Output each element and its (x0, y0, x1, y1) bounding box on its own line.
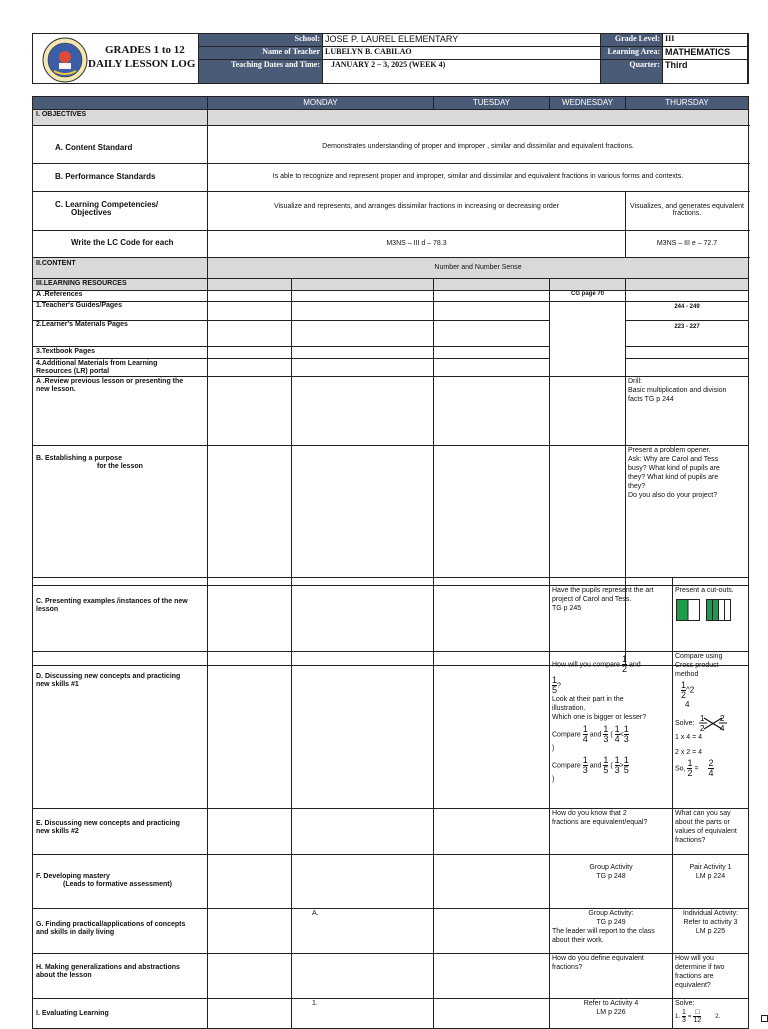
evaluating-thursday: Refer to Activity 4 LM p 226 (550, 999, 673, 1029)
mastery-label: F. Developing mastery (36, 873, 110, 880)
svg-text:2: 2 (700, 724, 705, 733)
teacher-label: Name of Teacher (199, 47, 323, 60)
svg-text:2: 2 (720, 714, 725, 723)
dates-value: JANUARY 2 – 3, 2025 (WEEK 4) (323, 60, 601, 84)
applications-thursday: Group Activity: TG p 249 The leader will report to the class about their work. (550, 909, 673, 954)
generalizations-friday: How will you determine if two fractions are equivalent? (673, 954, 749, 999)
discussing-1-label: D. Discussing new concepts and practicing (36, 673, 181, 680)
generalizations-thursday: How do you define equivalent fractions? (550, 954, 673, 999)
discussing-2-thursday: How do you know that 2 fractions are equivalent/equal? (550, 809, 673, 855)
area-label: Learning Area: (601, 47, 663, 60)
cutout-half-figure (676, 599, 700, 621)
lm-label: 2.Learner's Materials Pages (33, 321, 208, 347)
title-line2: DAILY LESSON LOG (88, 58, 196, 70)
grade-label: Grade Level: (601, 34, 663, 47)
checkbox-square-icon (761, 1015, 768, 1022)
area-value: MATHEMATICS (663, 47, 749, 60)
cutout-quarter-figure (706, 599, 732, 621)
grade-value: III (663, 34, 749, 47)
dates-label: Teaching Dates and Time: (199, 60, 323, 84)
discussing-1-thursday: How will you compare $\frac{1}{2}$ and $\frac{1}{5}$ ? Look at their part in the illustration. Which one is bigger or lesser? Compare $\frac{1}{4}$ and $\frac{1}{3}$ ( $\frac{1}{4}$ < $\frac{1}{3}$ ) Compare $\frac{1}{3}$ and $\frac{1}{5}$ ( $\frac{1}{3}$ > $\frac{1}{5}$ ) (550, 652, 673, 809)
applications-friday: Individual Activity: Refer to activity 3 LM p 225 (673, 909, 749, 954)
resources-heading: III.LEARNING RESOURCES (33, 279, 208, 291)
additional-materials-label: 4.Additional Materials from Learning (36, 360, 158, 367)
school-label: School: (199, 34, 323, 47)
tg-label: 1.Teacher's Guides/Pages (33, 302, 208, 321)
objectives-heading: I. OBJECTIVES (33, 110, 208, 126)
header-info-table (198, 33, 749, 84)
quarter-label: Quarter: (601, 60, 663, 84)
presenting-examples-label: C. Presenting examples /instances of the new (36, 598, 188, 605)
discussing-1-friday: Compare using Cross product method $\frac{1}{2}$ ^2 4 Solve: 1 2 2 4 1 x 4 = 4 2 x 2 = 4 So, $\frac{1}{2}$ = $\frac{2}{4}$ (673, 652, 749, 809)
textbook-label: 3.Textbook Pages (33, 347, 208, 359)
review-label: A .Review previous lesson or presenting the (36, 378, 184, 385)
cutout-figures (673, 596, 748, 621)
lesson-table-page2: C. Presenting examples /instances of the new lesson Have the pupils represent the art project of Carol and Tess. TG p 245 Present a cut-outs. D. Discussing new concepts and practicing new skills #1 How will you compare $\frac{1}{2}$ and $\frac{1}{5}$ ? Look at their part in the illustration. Which one is bigger or lesser? Compare $\frac{1}{4}$ and $\frac{1}{3}$ ( $\frac{1}{4}$ < $\frac{1}{3}$ ) Compare $\frac{1}{3}$ and $\frac{1}{5}$ ( $\frac{1}{3}$ > $\frac{1}{5}$ ) Compare using Cross product method $\frac{1}{2}$ ^2 4 Solve: 1 2 2 4 1 x 4 = 4 2 x 2 = 4 So, $\frac{1}{2}$ = $\frac{2}{4}$ E. Discussing new concepts and practicing new skills #2 How do you know that 2 fractions are equivalent/equal? What can you say about the parts or values of equivalent fractions? F. Developing mastery (Leads to formative assessment) Group Activity TG p 248 Pair Activity 1 LM p 224 G. Finding practical/applications of concepts and skills in daily living A. Group Activity: TG p 249 The leader will report to the class about their work. Individual Activity: Refer to activity 3 LM p 225 H. Making generalizations and abstractions about the lesson How do you define equivalent fractions? How will you determine if two fractions are equivalent? I. Evaluating Learning 1. Refer to Activity 4 LM p 226 Solve: 1. $\frac{1}{3}$ = $\frac{□}{12}$ 2. (32, 577, 749, 1029)
tg-thursday: 244 - 249 (626, 302, 749, 321)
day-thursday: THURSDAY (626, 97, 749, 110)
deped-seal (42, 37, 88, 83)
discussing-2-label: E. Discussing new concepts and practicing (36, 820, 180, 827)
content-value: Number and Number Sense (434, 264, 522, 271)
performance-value: Is able to recognize and represent proper and improper, similar and dissimilar and equivalent fractions in various forms and contexts. (272, 173, 684, 180)
lc-code-mon-wed: M3NS – III d – 78.3 (386, 240, 447, 247)
discussing-2-friday: What can you say about the parts or values of equivalent fractions? (673, 809, 749, 855)
presenting-friday: Present a cut-outs. (673, 586, 749, 652)
day-wednesday: WEDNESDAY (550, 97, 626, 110)
competencies-mon-wed: Visualize and represents, and arranges dissimilar fractions in increasing or decreasing order (273, 203, 560, 210)
content-heading: II.CONTENT (33, 258, 208, 279)
lc-code-thu-fri: M3NS – III e – 72.7 (656, 240, 718, 247)
performance-label: B. Performance Standards (55, 172, 156, 181)
presenting-thursday: Have the pupils represent the art project of Carol and Tess. TG p 245 (550, 586, 673, 652)
competencies-label: C. Learning Competencies/ (55, 200, 159, 209)
day-tuesday: TUESDAY (434, 97, 550, 110)
mastery-friday: Pair Activity 1 LM p 224 (673, 855, 749, 909)
references-label: A .References (33, 291, 208, 302)
day-monday: MONDAY (208, 97, 434, 110)
cross-multiply-icon (698, 713, 728, 733)
content-standard-label: A. Content Standard (55, 143, 133, 152)
applications-label: G. Finding practical/applications of concepts (36, 921, 186, 928)
svg-text:4: 4 (720, 724, 725, 733)
svg-text:1: 1 (700, 714, 705, 723)
day-blank (33, 97, 208, 110)
evaluating-tuesday: 1. (292, 999, 434, 1029)
teacher-value: LUBELYN B. CABILAO (323, 47, 601, 60)
purpose-thursday: Present a problem opener. Ask: Why are Carol and Tess busy? What kind of pupils are they? What kind of pupils are they? Do you also do your project? (626, 446, 749, 666)
review-thursday: Drill: Basic multiplication and division facts TG p 244 (626, 377, 749, 446)
title-line1: GRADES 1 to 12 (105, 44, 185, 56)
evaluating-friday: Solve: 1. $\frac{1}{3}$ = $\frac{□}{12}$ 2. (673, 999, 749, 1029)
lm-thursday: 223 - 227 (626, 321, 749, 347)
school-value: JOSE P. LAUREL ELEMENTARY (323, 34, 601, 47)
references-wed: CG page 70 (550, 291, 626, 302)
lesson-table-page1: MONDAY TUESDAY WEDNESDAY THURSDAY I. OBJECTIVES A. Content Standard Demonstrates understanding of proper and improper , similar and dissimilar and equivalent fractions. B. Performance Standards Is able to recognize and represent proper and improper, similar and dissimilar and equivalent fractions in various forms and contexts. C. Learning Competencies/ Objectives Visualize and represents, and arranges dissimilar fractions in increasing or decreasing order Visualizes, and generates equivalent fractions. Write the LC Code for each M3NS – III d – 78.3 M3NS – III e – 72.7 II.CONTENT Number and Number Sense III.LEARNING RESOURCES A .References CG page 70 1.Teacher's Guides/Pages 244 - 249 2.Learner's Materials Pages 223 - 227 3.Textbook Pages 4.Additional Materials from Learning Resources (LR) portal A .Review previous lesson or presenting the new lesson. Drill: Basic multiplication and division facts TG p 244 B. Establishing a purpose for the lesson Present a problem opener. Ask: Why are Carol and Tess busy? What kind of pupils are they? What kind of pupils are they? Do you also do your project? (32, 96, 749, 666)
mastery-thursday: Group Activity TG p 248 (550, 855, 673, 909)
competencies-thu-fri: Visualizes, and generates equivalent fractions. (630, 203, 744, 217)
evaluating-label: I. Evaluating Learning (36, 1010, 109, 1017)
lc-code-label: Write the LC Code for each (71, 238, 174, 247)
compare-quarter-third: Compare $\frac{1}{4}$ and $\frac{1}{3}$ ( $\frac{1}{4}$ < $\frac{1}{3}$ (552, 724, 629, 744)
purpose-label: B. Establishing a purpose (36, 455, 122, 462)
quarter-value: Third (663, 60, 749, 84)
content-standard-value: Demonstrates understanding of proper and improper , similar and dissimilar and equivalent fractions. (322, 143, 634, 150)
compare-third-fifth: Compare $\frac{1}{3}$ and $\frac{1}{5}$ ( $\frac{1}{3}$ > $\frac{1}{5}$ (552, 755, 629, 775)
applications-tuesday: A. (292, 909, 434, 954)
generalizations-label: H. Making generalizations and abstractions (36, 964, 180, 971)
